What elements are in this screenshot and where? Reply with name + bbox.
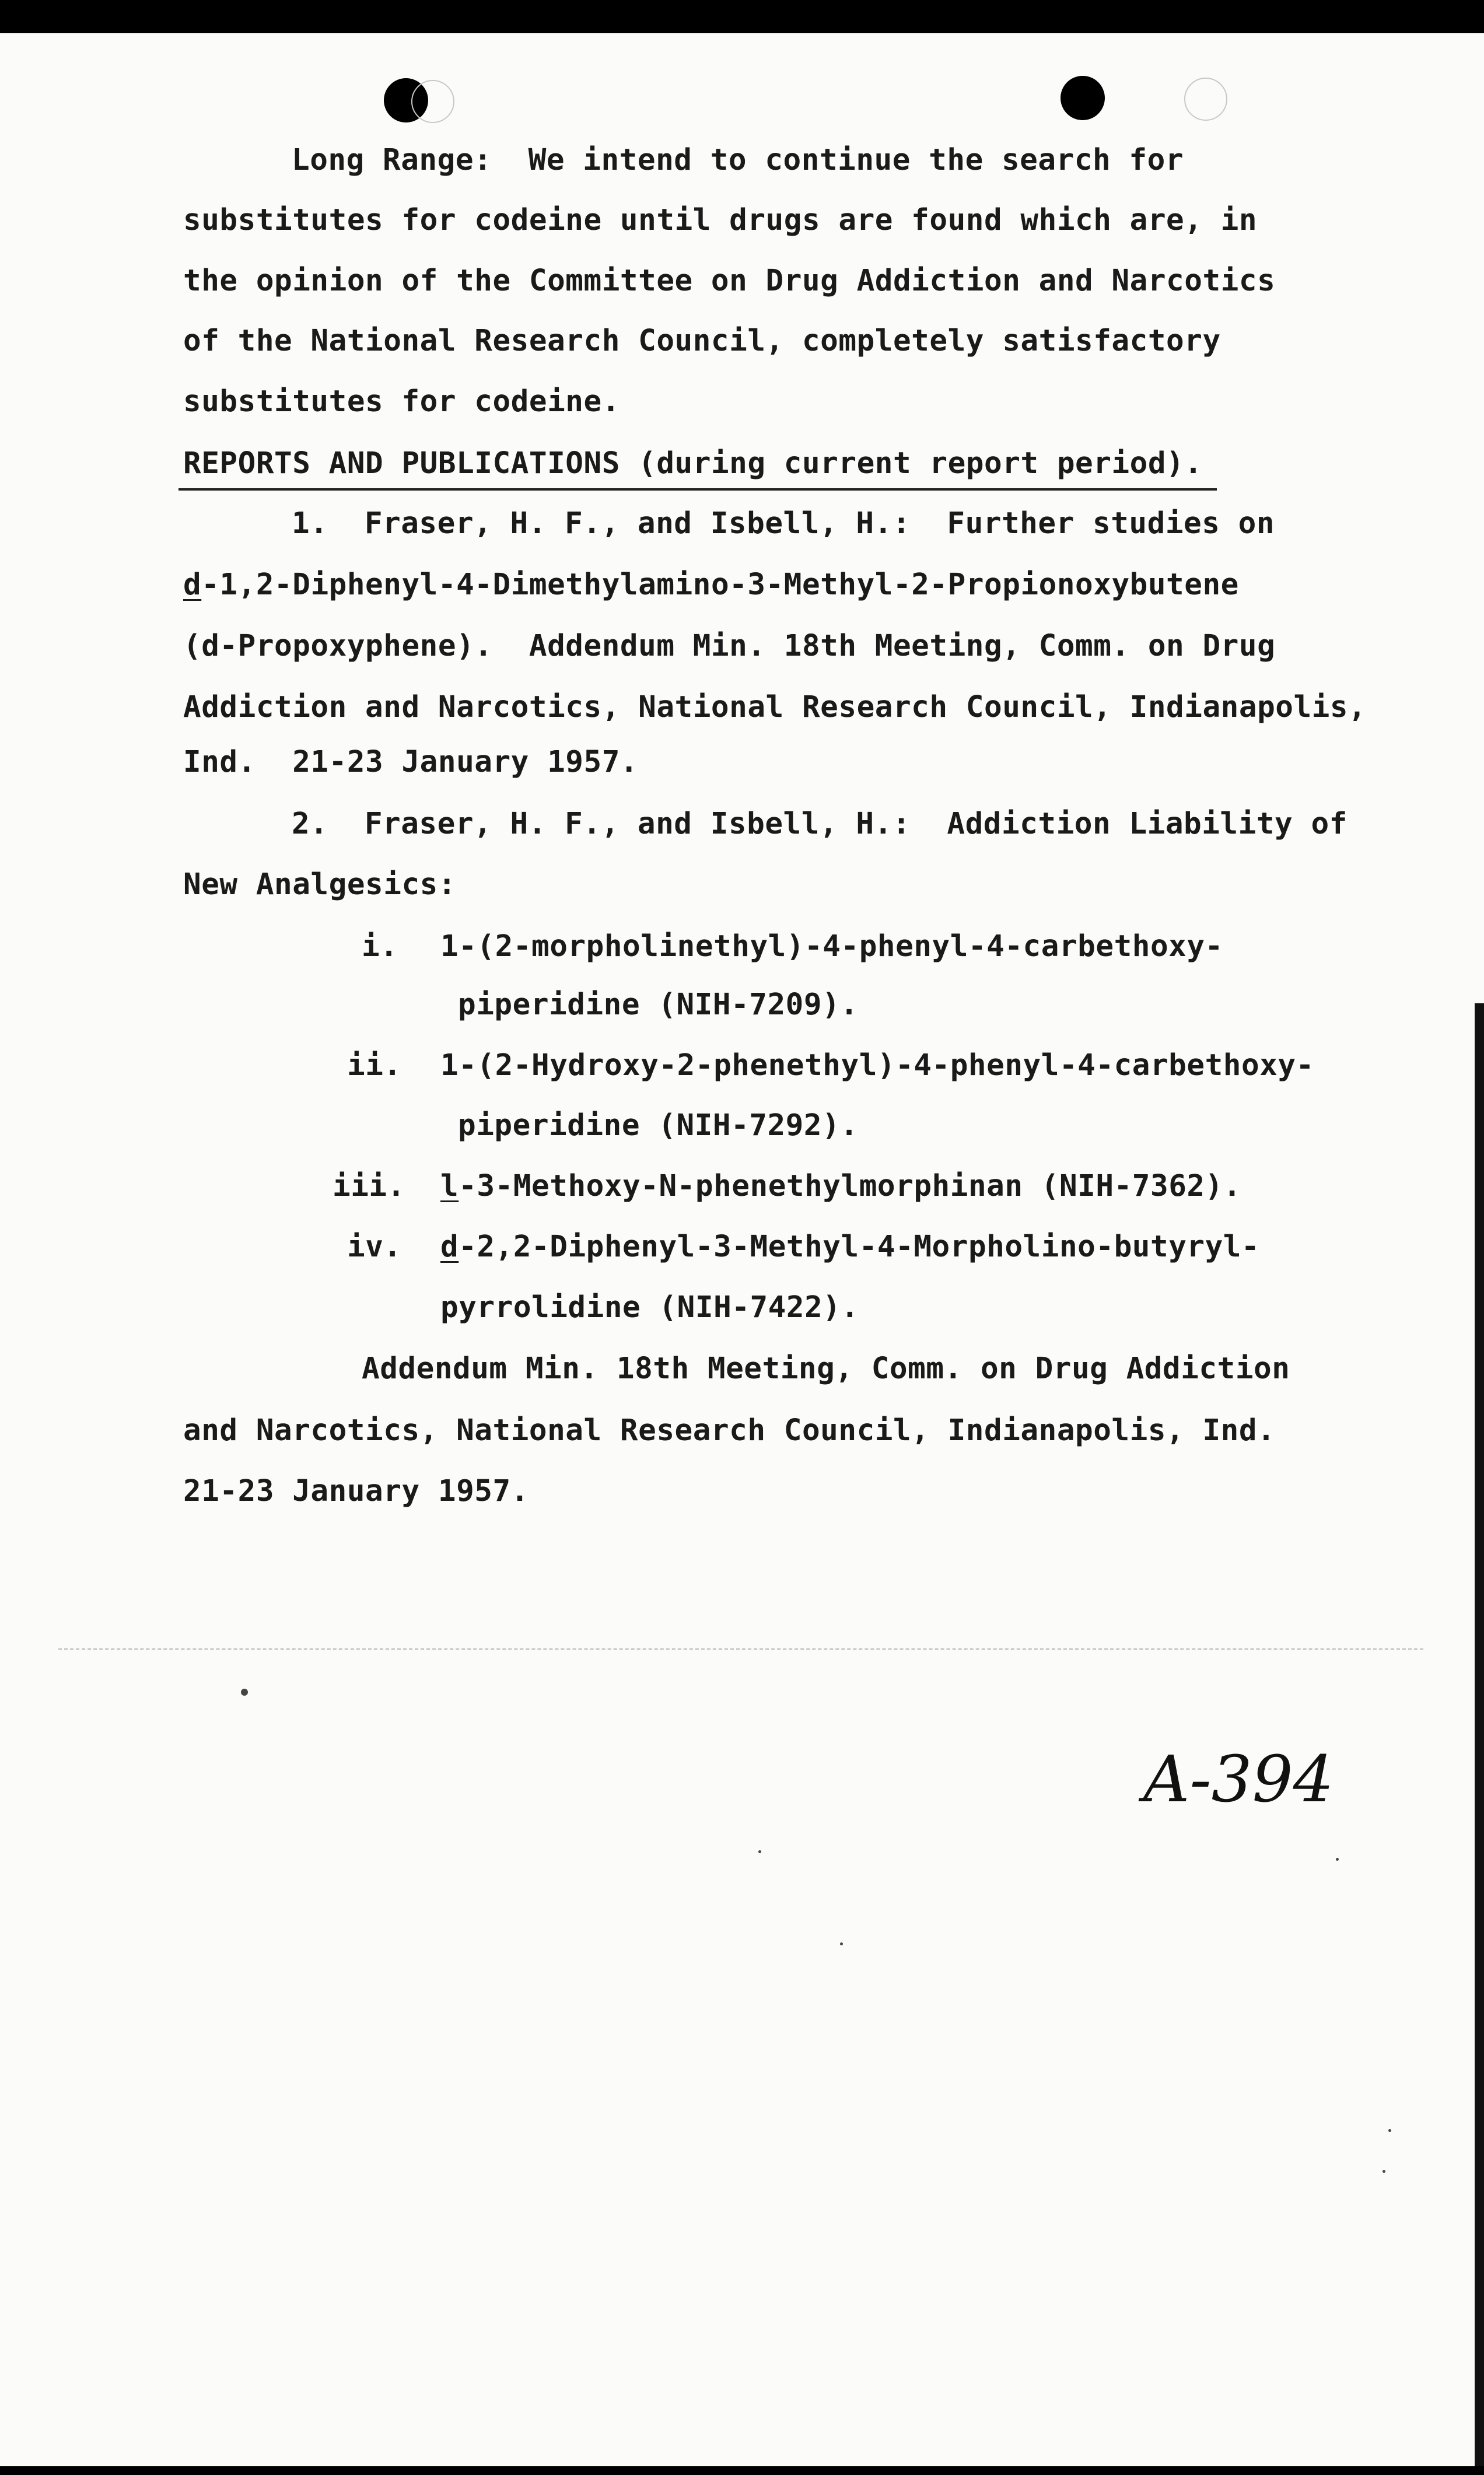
compound-1-numeral: i. — [362, 929, 398, 964]
addendum-line-3: 21-23 January 1957. — [183, 1474, 529, 1508]
faint-scan-rule — [58, 1648, 1423, 1650]
compound-4-prefix: d — [440, 1230, 459, 1264]
heading-underline — [178, 488, 1217, 491]
compound-2-line-1: 1-(2-Hydroxy-2-phenethyl)-4-phenyl-4-carbethoxy- — [440, 1048, 1314, 1083]
compound-4-name: -2,2-Diphenyl-3-Methyl-4-Morpholino-butyryl- — [459, 1230, 1260, 1264]
reports-heading: REPORTS AND PUBLICATIONS (during current report period). — [183, 446, 1203, 481]
addendum-line-2: and Narcotics, National Research Council, Indianapolis, Ind. — [183, 1413, 1276, 1448]
handwritten-note: A-394 — [1143, 1742, 1334, 1816]
compound-4-numeral: iv. — [347, 1230, 402, 1264]
long-range-line-2: substitutes for codeine until drugs are found which are, in — [183, 203, 1258, 237]
compound-3-numeral: iii. — [332, 1169, 405, 1203]
compound-3-prefix: l — [440, 1169, 459, 1203]
punch-hole-ring-right — [1184, 78, 1227, 121]
scan-speck — [1382, 2170, 1385, 2173]
compound-2-line-2: piperidine (NIH-7292). — [458, 1108, 859, 1143]
compound-3-name: -3-Methoxy-N-phenethylmorphinan (NIH-7362). — [459, 1169, 1242, 1203]
reference-1-compound: -1,2-Diphenyl-4-Dimethylamino-3-Methyl-2-Propionoxybutene — [201, 568, 1239, 602]
compound-1-line-2: piperidine (NIH-7209). — [458, 988, 859, 1022]
reference-1-line-4: Addiction and Narcotics, National Research Council, Indianapolis, — [183, 690, 1367, 724]
scan-speck — [840, 1942, 843, 1945]
scan-speck — [1336, 1858, 1339, 1861]
reference-1-line-5: Ind. 21-23 January 1957. — [183, 745, 639, 779]
long-range-line-3: the opinion of the Committee on Drug Addiction and Narcotics — [183, 264, 1276, 298]
scan-bottom-border — [0, 2466, 1484, 2475]
reference-1-line-1: 1. Fraser, H. F., and Isbell, H.: Further studies on — [292, 506, 1275, 541]
reference-1-prefix: d — [183, 568, 202, 602]
scan-top-border — [0, 0, 1484, 33]
scan-right-edge — [1475, 1003, 1484, 2466]
long-range-line-1: Long Range: We intend to continue the search for — [292, 143, 1184, 177]
reference-2-line-1: 2. Fraser, H. F., and Isbell, H.: Addiction Liability of — [292, 807, 1348, 841]
reference-1-line-2 — [183, 568, 1239, 603]
punch-hole-right — [1060, 76, 1105, 120]
reference-2-line-2: New Analgesics: — [183, 867, 457, 902]
scan-speck — [241, 1689, 248, 1696]
compound-3-line-1 — [440, 1169, 1241, 1204]
compound-1-line-1: 1-(2-morpholinethyl)-4-phenyl-4-carbethoxy- — [440, 929, 1223, 964]
scan-speck — [758, 1850, 761, 1853]
reference-1-line-3: (d-Propoxyphene). Addendum Min. 18th Meeting, Comm. on Drug — [183, 629, 1276, 663]
addendum-line-1: Addendum Min. 18th Meeting, Comm. on Drug Addiction — [362, 1352, 1290, 1386]
scan-speck — [1388, 2129, 1391, 2132]
long-range-line-5: substitutes for codeine. — [183, 384, 620, 419]
punch-hole-ring-left — [411, 80, 454, 123]
compound-4-line-2: pyrrolidine (NIH-7422). — [440, 1290, 859, 1325]
compound-4-line-1 — [440, 1230, 1259, 1265]
long-range-line-4: of the National Research Council, completely satisfactory — [183, 324, 1221, 358]
compound-2-numeral: ii. — [347, 1048, 402, 1083]
